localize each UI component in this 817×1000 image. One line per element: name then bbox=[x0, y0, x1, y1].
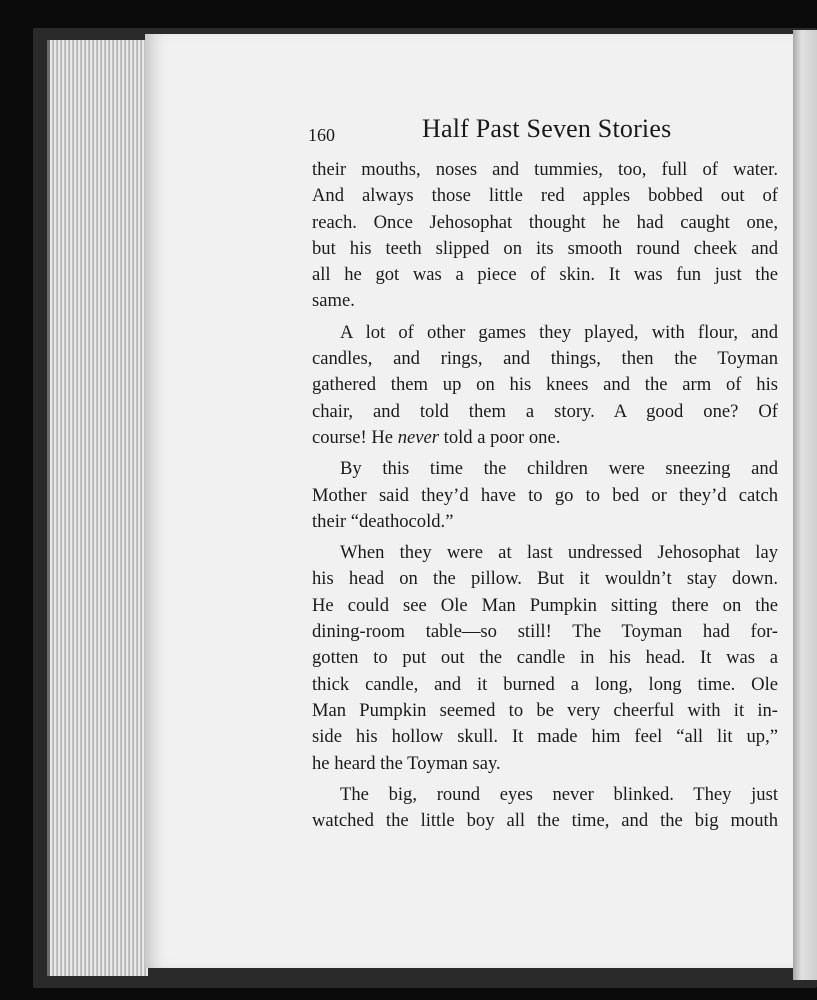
paragraph bbox=[312, 320, 778, 451]
page-edges bbox=[47, 40, 148, 976]
paragraph bbox=[312, 157, 778, 315]
body-text bbox=[312, 157, 778, 839]
paragraph bbox=[312, 540, 778, 777]
text-line: thick candle, and it burned a long, long time. Ole bbox=[312, 673, 778, 695]
text-line: candles, and rings, and things, then the Toyman bbox=[312, 348, 778, 370]
text-line: his head on the pillow. But it wouldn’t stay down. bbox=[312, 568, 778, 590]
running-head bbox=[308, 114, 778, 148]
text-line: By this time the children were sneezing and bbox=[340, 458, 778, 480]
text-line-emphasis bbox=[312, 425, 778, 451]
paragraph bbox=[312, 782, 778, 835]
text-line: The big, round eyes never blinked. They just bbox=[340, 783, 778, 805]
text-line: And always those little red apples bobbed out of bbox=[312, 185, 778, 207]
text-line: their “deathocold.” bbox=[312, 510, 454, 532]
text-line: reach. Once Jehosophat thought he had caught one, bbox=[312, 211, 778, 233]
text-line: dining-room table—so still! The Toyman had for- bbox=[312, 621, 778, 643]
text-line: but his teeth slipped on its smooth round cheek and bbox=[312, 237, 778, 259]
text-line: When they were at last undressed Jehosophat lay bbox=[340, 542, 778, 564]
text-line: watched the little boy all the time, and the big mouth bbox=[312, 810, 778, 832]
book-title: Half Past Seven Stories bbox=[422, 114, 672, 143]
text-line: all he got was a piece of skin. It was fun just the bbox=[312, 264, 778, 286]
text-line: A lot of other games they played, with flour, and bbox=[340, 321, 778, 343]
page-number: 160 bbox=[308, 125, 335, 145]
text-line: he heard the Toyman say. bbox=[312, 752, 501, 774]
text-line: their mouths, noses and tummies, too, full of water. bbox=[312, 159, 778, 180]
text-line: same. bbox=[312, 290, 355, 312]
paragraph bbox=[312, 456, 778, 535]
emphasized-word: never bbox=[397, 426, 439, 448]
text-line: Man Pumpkin seemed to be very cheerful with it in- bbox=[312, 699, 778, 721]
text-segment: course! He bbox=[312, 426, 398, 448]
text-line: chair, and told them a story. A good one? Of bbox=[312, 400, 778, 422]
text-line: gathered them up on his knees and the arm of his bbox=[312, 374, 778, 396]
text-line: gotten to put out the candle in his head. It was a bbox=[312, 647, 778, 669]
text-line: He could see Ole Man Pumpkin sitting there on the bbox=[312, 594, 778, 616]
text-line: Mother said they’d have to go to bed or they’d catch bbox=[312, 484, 778, 506]
text-line: side his hollow skull. It made him feel “all lit up,” bbox=[312, 726, 778, 748]
facing-page-edge bbox=[793, 30, 817, 980]
text-segment: told a poor one. bbox=[439, 426, 561, 448]
